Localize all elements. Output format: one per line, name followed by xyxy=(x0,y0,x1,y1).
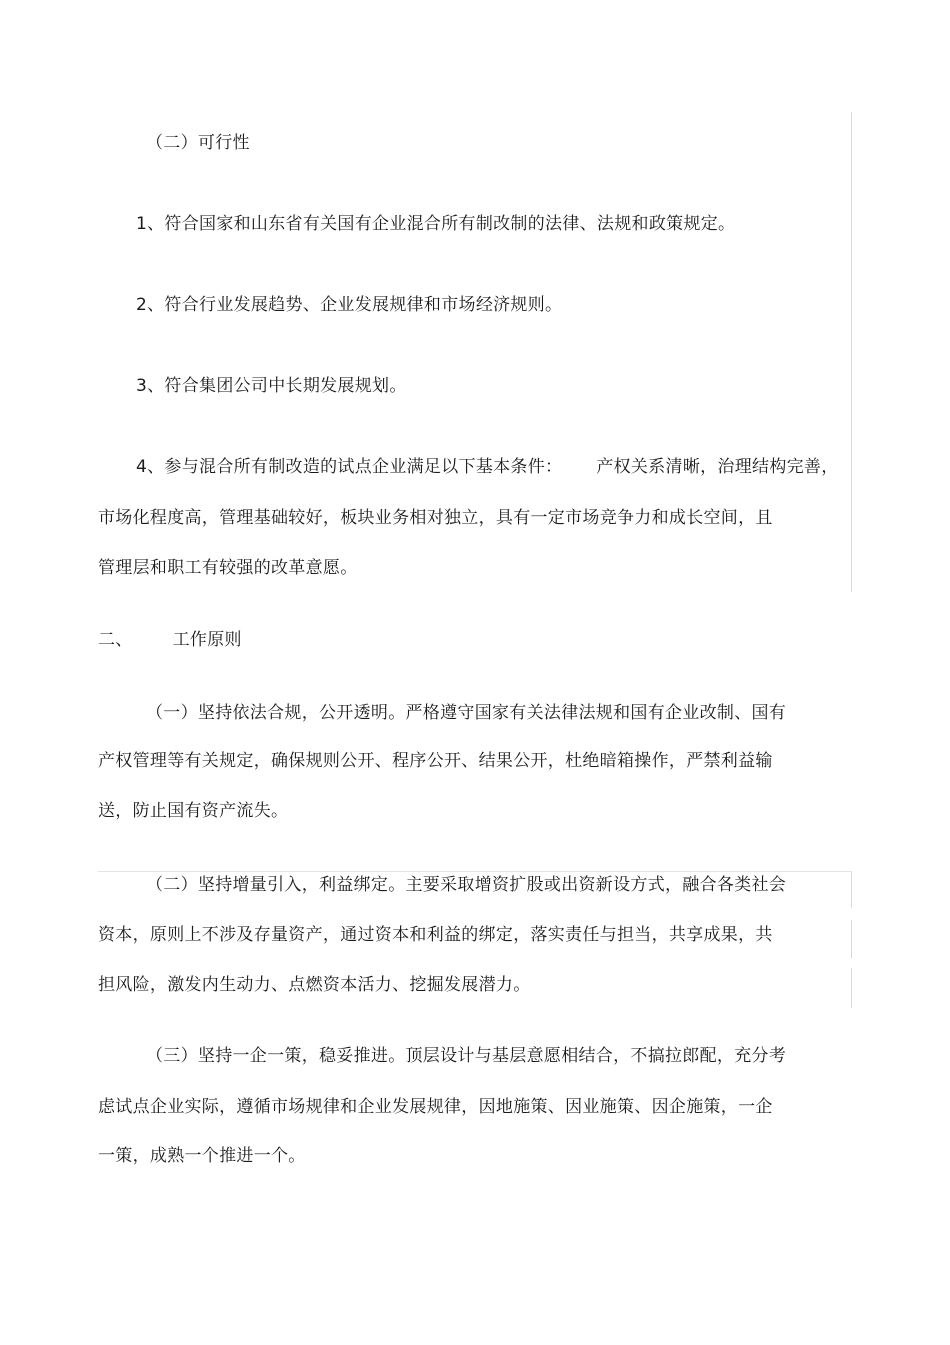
feasibility-item-4-lead: 4、参与混合所有制改造的试点企业满足以下基本条件： xyxy=(136,457,563,477)
right-margin-rule-mid-c xyxy=(851,968,852,1008)
feasibility-item-4-line-2: 市场化程度高，管理基础较好，板块业务相对独立，具有一定市场竞争力和成长空间，且 xyxy=(98,508,773,528)
feasibility-item-4-line-1 xyxy=(136,456,839,478)
feasibility-heading: （二）可行性 xyxy=(146,133,250,153)
feasibility-item-4-line-3: 管理层和职工有较强的改革意愿。 xyxy=(98,558,358,578)
feasibility-item-4-conditions: 产权关系清晰，治理结构完善， xyxy=(596,457,839,477)
principle-1-line-2: 产权管理等有关规定，确保规则公开、程序公开、结果公开，杜绝暗箱操作，严禁利益输 xyxy=(98,751,773,771)
feasibility-item-3: 3、符合集团公司中长期发展规划。 xyxy=(136,376,407,396)
principle-2-line-2: 资本，原则上不涉及存量资产，通过资本和利益的绑定，落实责任与担当，共享成果，共 xyxy=(98,925,773,945)
principle-1-line-3: 送，防止国有资产流失。 xyxy=(98,801,289,821)
principle-3-line-3: 一策，成熟一个推进一个。 xyxy=(98,1146,306,1166)
principles-section-heading xyxy=(98,629,242,651)
right-margin-rule-mid-b xyxy=(851,920,852,958)
principle-2-line-1: （二）坚持增量引入，利益绑定。主要采取增资扩股或出资新设方式，融合各类社会 xyxy=(146,875,787,895)
section-divider-rule xyxy=(98,871,852,872)
right-margin-rule-top xyxy=(851,112,852,592)
principle-3-line-1: （三）坚持一企一策，稳妥推进。顶层设计与基层意愿相结合，不搞拉郎配，充分考 xyxy=(146,1046,787,1066)
principle-3-line-2: 虑试点企业实际，遵循市场规律和企业发展规律，因地施策、因业施策、因企施策，一企 xyxy=(98,1097,773,1117)
right-margin-rule-mid-a xyxy=(851,872,852,908)
principle-2-line-3: 担风险，激发内生动力、点燃资本活力、挖掘发展潜力。 xyxy=(98,975,531,995)
feasibility-item-1: 1、符合国家和山东省有关国有企业混合所有制改制的法律、法规和政策规定。 xyxy=(136,214,736,234)
principles-section-number: 二、 xyxy=(98,630,133,650)
principle-1-line-1: （一）坚持依法合规，公开透明。严格遵守国家有关法律法规和国有企业改制、国有 xyxy=(146,703,787,723)
feasibility-item-2: 2、符合行业发展趋势、企业发展规律和市场经济规则。 xyxy=(136,295,563,315)
principles-section-title: 工作原则 xyxy=(172,630,242,650)
